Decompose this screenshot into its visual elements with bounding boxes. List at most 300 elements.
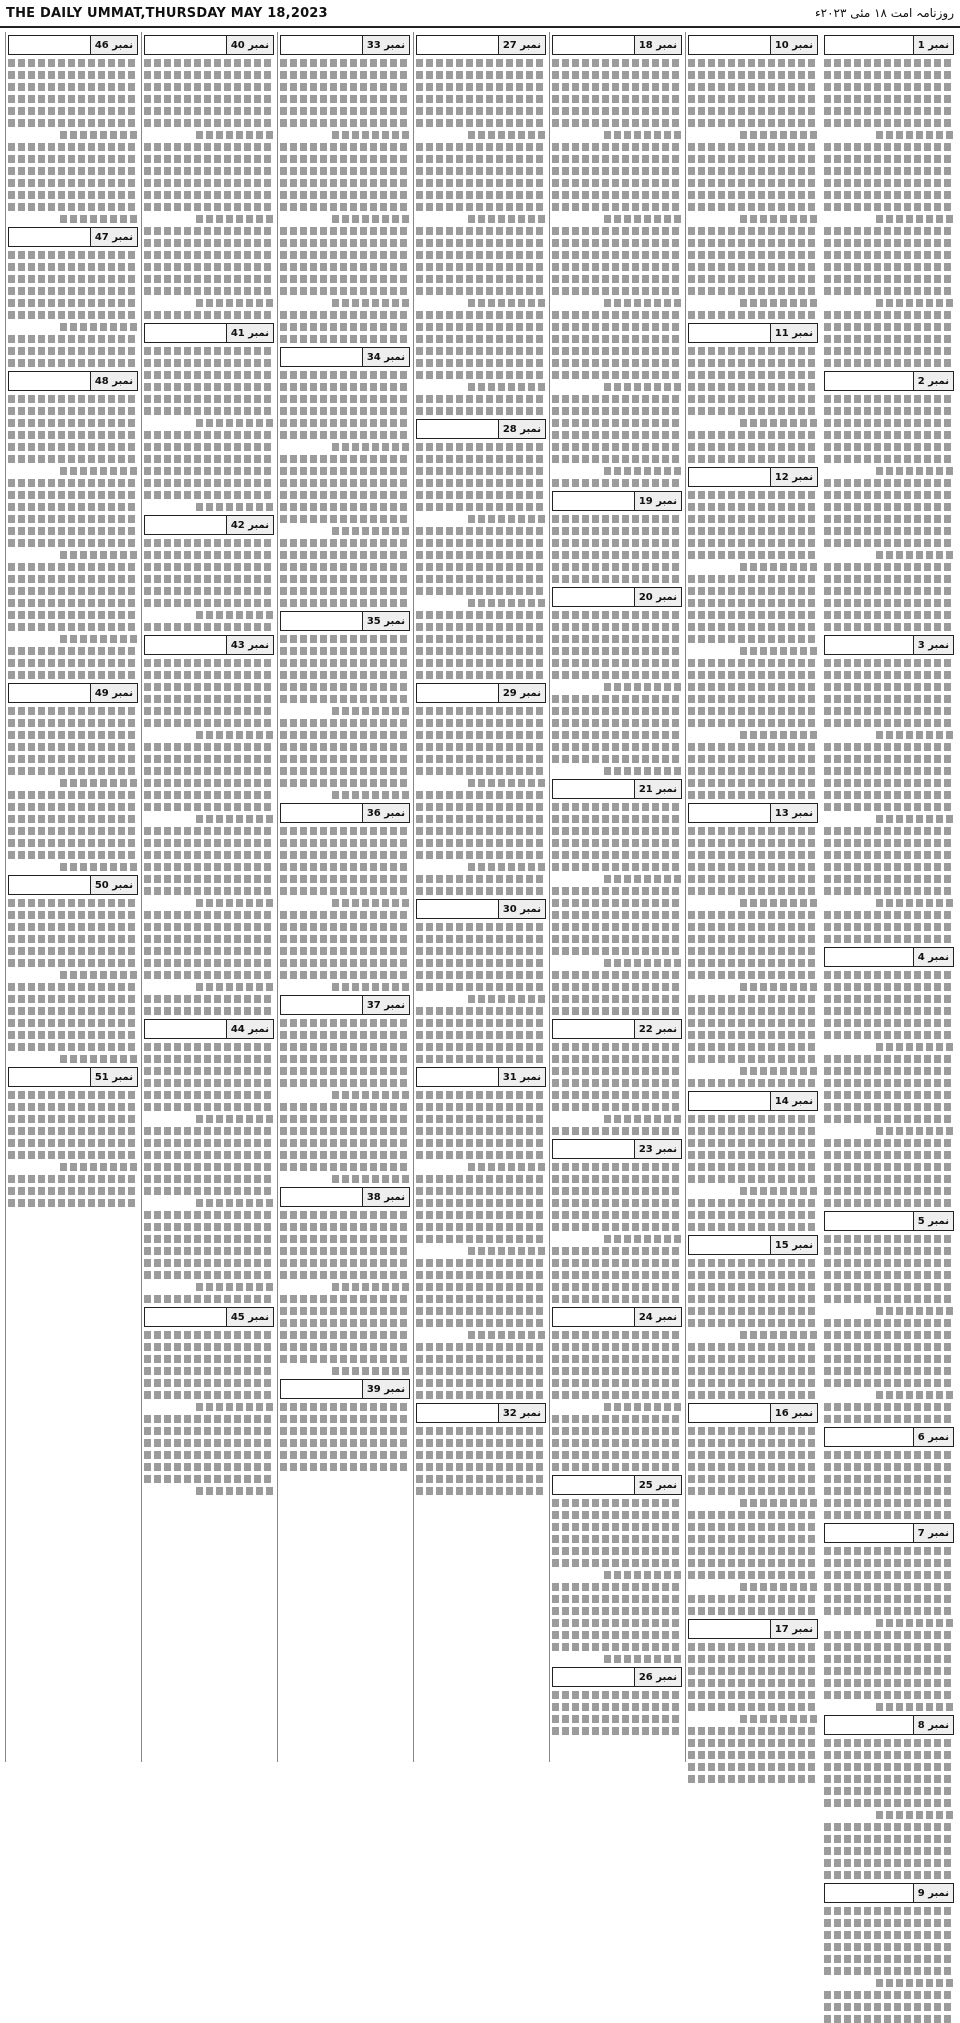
text-line — [416, 1115, 546, 1123]
text-line — [552, 539, 682, 547]
text-line — [416, 971, 546, 979]
text-line — [280, 695, 410, 703]
text-line — [552, 1595, 682, 1603]
text-line — [144, 107, 274, 115]
text-line — [8, 347, 138, 355]
text-line — [688, 71, 818, 79]
text-line — [824, 695, 954, 703]
text-line — [688, 1391, 818, 1399]
text-line — [144, 1103, 274, 1111]
text-line — [824, 515, 954, 523]
text-line — [552, 1343, 682, 1351]
text-line — [688, 443, 818, 451]
item-number: نمبر 38 — [362, 1188, 409, 1206]
text-line — [552, 419, 682, 427]
text-line — [332, 299, 410, 307]
item-header — [552, 1667, 682, 1687]
text-line — [8, 191, 138, 199]
text-line — [332, 899, 410, 907]
text-line — [8, 599, 138, 607]
text-line — [280, 1343, 410, 1351]
news-item-10 — [688, 35, 818, 319]
text-line — [280, 491, 410, 499]
text-line — [688, 1559, 818, 1567]
news-item-30 — [416, 899, 546, 1063]
text-line — [824, 275, 954, 283]
text-line — [8, 899, 138, 907]
text-line — [416, 239, 546, 247]
text-line — [688, 203, 818, 211]
text-line — [280, 1055, 410, 1063]
item-header — [552, 587, 682, 607]
news-item-44 — [144, 1019, 274, 1303]
text-line — [144, 1127, 274, 1135]
text-line — [196, 1487, 274, 1495]
text-line — [8, 815, 138, 823]
text-line — [552, 659, 682, 667]
text-line — [604, 875, 682, 883]
item-number: نمبر 8 — [913, 1716, 953, 1734]
text-line — [416, 407, 546, 415]
text-line — [280, 1103, 410, 1111]
text-line — [552, 1259, 682, 1267]
text-line — [416, 1391, 546, 1399]
text-line — [552, 1583, 682, 1591]
news-item-6 — [824, 1427, 954, 1519]
text-line — [824, 923, 954, 931]
text-line — [196, 131, 274, 139]
text-line — [280, 323, 410, 331]
text-line — [8, 1019, 138, 1027]
text-line — [824, 743, 954, 751]
item-headline-placeholder — [281, 612, 362, 630]
text-line — [196, 983, 274, 991]
text-line — [688, 1751, 818, 1759]
text-line — [688, 1319, 818, 1327]
text-line — [824, 539, 954, 547]
news-item-47 — [8, 227, 138, 367]
item-headline-placeholder — [689, 36, 770, 54]
text-line — [688, 623, 818, 631]
text-line — [740, 131, 818, 139]
text-line — [688, 59, 818, 67]
item-body-text — [688, 1115, 818, 1231]
text-line — [8, 767, 138, 775]
text-line — [416, 1019, 546, 1027]
text-line — [552, 839, 682, 847]
text-line — [824, 107, 954, 115]
text-line — [8, 443, 138, 451]
item-headline-placeholder — [825, 372, 913, 390]
text-line — [280, 911, 410, 919]
text-line — [688, 551, 818, 559]
news-item-32 — [416, 1403, 546, 1495]
text-line — [280, 1427, 410, 1435]
item-number: نمبر 36 — [362, 804, 409, 822]
text-line — [144, 1355, 274, 1363]
item-number: نمبر 31 — [498, 1068, 545, 1086]
text-line — [416, 1367, 546, 1375]
text-line — [552, 755, 682, 763]
text-line — [8, 983, 138, 991]
item-body-text — [688, 491, 818, 799]
text-line — [144, 1007, 274, 1015]
item-number: نمبر 22 — [634, 1020, 681, 1038]
text-line — [688, 491, 818, 499]
text-line — [552, 1691, 682, 1699]
text-line — [824, 347, 954, 355]
text-line — [688, 695, 818, 703]
text-line — [416, 311, 546, 319]
text-line — [552, 971, 682, 979]
text-line — [144, 755, 274, 763]
text-line — [824, 983, 954, 991]
text-line — [740, 1499, 818, 1507]
text-line — [824, 827, 954, 835]
text-line — [688, 1271, 818, 1279]
text-line — [280, 671, 410, 679]
text-line — [416, 1211, 546, 1219]
text-line — [688, 1367, 818, 1375]
text-line — [8, 587, 138, 595]
text-line — [144, 923, 274, 931]
text-line — [688, 107, 818, 115]
text-line — [552, 1331, 682, 1339]
text-line — [552, 1631, 682, 1639]
text-line — [416, 767, 546, 775]
item-body-text — [280, 635, 410, 799]
item-body-text — [552, 59, 682, 487]
text-line — [8, 575, 138, 583]
item-headline-placeholder — [9, 228, 90, 246]
text-line — [824, 167, 954, 175]
text-line — [468, 215, 546, 223]
text-line — [824, 359, 954, 367]
news-item-16 — [688, 1403, 818, 1615]
text-line — [144, 791, 274, 799]
text-line — [552, 923, 682, 931]
news-item-39 — [280, 1379, 410, 1471]
text-line — [416, 575, 546, 583]
text-line — [416, 563, 546, 571]
text-line — [552, 671, 682, 679]
text-line — [824, 1871, 954, 1879]
text-line — [280, 1031, 410, 1039]
text-line — [688, 1667, 818, 1675]
news-item-9 — [824, 1883, 954, 2023]
text-line — [688, 719, 818, 727]
text-line — [8, 791, 138, 799]
text-line — [824, 155, 954, 163]
text-line — [740, 1583, 818, 1591]
text-line — [196, 1283, 274, 1291]
text-line — [280, 1211, 410, 1219]
news-item-29 — [416, 683, 546, 895]
text-line — [552, 455, 682, 463]
text-line — [824, 1463, 954, 1471]
text-line — [144, 1427, 274, 1435]
text-line — [144, 167, 274, 175]
item-headline-placeholder — [417, 684, 498, 702]
text-line — [8, 431, 138, 439]
text-line — [688, 1511, 818, 1519]
news-item-14 — [688, 1091, 818, 1231]
text-line — [8, 299, 138, 307]
item-header — [280, 995, 410, 1015]
text-line — [416, 1031, 546, 1039]
text-line — [824, 527, 954, 535]
text-line — [688, 683, 818, 691]
text-line — [688, 575, 818, 583]
item-body-text — [416, 923, 546, 1063]
news-item-19 — [552, 491, 682, 583]
item-headline-placeholder — [417, 36, 498, 54]
text-line — [824, 803, 954, 811]
text-line — [416, 551, 546, 559]
text-line — [824, 1823, 954, 1831]
text-line — [144, 155, 274, 163]
text-line — [332, 1175, 410, 1183]
text-line — [740, 1331, 818, 1339]
text-line — [144, 347, 274, 355]
news-item-20 — [552, 587, 682, 775]
item-headline-placeholder — [281, 1188, 362, 1206]
text-line — [552, 695, 682, 703]
text-line — [144, 551, 274, 559]
text-line — [688, 587, 818, 595]
text-line — [468, 299, 546, 307]
text-line — [280, 83, 410, 91]
item-number: نمبر 42 — [226, 516, 273, 534]
text-line — [552, 1163, 682, 1171]
text-line — [332, 1091, 410, 1099]
text-line — [552, 827, 682, 835]
text-line — [824, 1799, 954, 1807]
text-line — [60, 1055, 138, 1063]
text-line — [824, 767, 954, 775]
text-line — [8, 1103, 138, 1111]
news-item-42 — [144, 515, 274, 631]
text-line — [688, 311, 818, 319]
text-line — [552, 119, 682, 127]
text-line — [552, 1295, 682, 1303]
text-line — [280, 419, 410, 427]
text-line — [280, 1115, 410, 1123]
text-line — [824, 1607, 954, 1615]
text-line — [280, 1247, 410, 1255]
text-line — [552, 335, 682, 343]
text-line — [688, 767, 818, 775]
text-line — [280, 599, 410, 607]
text-line — [196, 299, 274, 307]
text-line — [280, 155, 410, 163]
text-line — [552, 143, 682, 151]
item-headline-placeholder — [825, 1428, 913, 1446]
text-line — [824, 1139, 954, 1147]
text-line — [688, 671, 818, 679]
text-line — [688, 599, 818, 607]
text-line — [824, 1019, 954, 1027]
item-body-text — [688, 59, 818, 319]
text-line — [688, 359, 818, 367]
text-line — [144, 1475, 274, 1483]
text-line — [552, 1055, 682, 1063]
text-line — [144, 803, 274, 811]
text-line — [60, 551, 138, 559]
text-line — [876, 1307, 954, 1315]
text-line — [876, 815, 954, 823]
item-body-text — [144, 539, 274, 631]
text-line — [332, 131, 410, 139]
news-column-3 — [549, 32, 684, 1762]
text-line — [8, 935, 138, 943]
item-number: نمبر 49 — [90, 684, 137, 702]
text-line — [416, 1343, 546, 1351]
text-line — [416, 155, 546, 163]
text-line — [144, 1259, 274, 1267]
text-line — [280, 851, 410, 859]
text-line — [8, 155, 138, 163]
item-number: نمبر 16 — [770, 1404, 817, 1422]
text-line — [196, 419, 274, 427]
text-line — [552, 1523, 682, 1531]
text-line — [280, 1079, 410, 1087]
text-line — [8, 755, 138, 763]
text-line — [416, 491, 546, 499]
item-body-text — [688, 1259, 818, 1399]
text-line — [824, 1583, 954, 1591]
text-line — [552, 1211, 682, 1219]
text-line — [416, 143, 546, 151]
item-header — [280, 803, 410, 823]
text-line — [552, 1559, 682, 1567]
news-item-11 — [688, 323, 818, 463]
text-line — [824, 587, 954, 595]
item-header — [824, 1715, 954, 1735]
text-line — [8, 455, 138, 463]
item-body-text — [144, 1331, 274, 1495]
item-body-text — [280, 1211, 410, 1375]
text-line — [688, 1547, 818, 1555]
text-line — [416, 839, 546, 847]
text-line — [604, 767, 682, 775]
item-number: نمبر 37 — [362, 996, 409, 1014]
item-body-text — [824, 659, 954, 943]
text-line — [552, 611, 682, 619]
text-line — [552, 623, 682, 631]
item-body-text — [8, 707, 138, 871]
text-line — [332, 707, 410, 715]
item-body-text — [824, 1907, 954, 2023]
item-header — [416, 35, 546, 55]
item-header — [8, 35, 138, 55]
text-line — [280, 935, 410, 943]
item-number: نمبر 28 — [498, 420, 545, 438]
item-body-text — [824, 1451, 954, 1519]
item-number: نمبر 34 — [362, 348, 409, 366]
text-line — [144, 1091, 274, 1099]
text-line — [280, 143, 410, 151]
text-line — [824, 1643, 954, 1651]
text-line — [824, 1667, 954, 1675]
text-line — [688, 1283, 818, 1291]
text-line — [144, 311, 274, 319]
text-line — [280, 71, 410, 79]
text-line — [280, 959, 410, 967]
text-line — [688, 1115, 818, 1123]
text-line — [416, 1487, 546, 1495]
text-line — [144, 83, 274, 91]
text-line — [280, 335, 410, 343]
text-line — [280, 683, 410, 691]
text-line — [144, 947, 274, 955]
text-line — [876, 1619, 954, 1627]
news-item-27 — [416, 35, 546, 415]
text-line — [416, 875, 546, 883]
text-line — [280, 263, 410, 271]
item-body-text — [552, 1163, 682, 1303]
text-line — [8, 611, 138, 619]
text-line — [688, 1139, 818, 1147]
text-line — [688, 863, 818, 871]
item-header — [280, 35, 410, 55]
text-line — [824, 1967, 954, 1975]
text-line — [552, 935, 682, 943]
text-line — [416, 167, 546, 175]
item-header — [824, 947, 954, 967]
item-number: نمبر 23 — [634, 1140, 681, 1158]
item-number: نمبر 46 — [90, 36, 137, 54]
text-line — [60, 215, 138, 223]
text-line — [688, 431, 818, 439]
text-line — [280, 827, 410, 835]
item-header — [552, 779, 682, 799]
item-headline-placeholder — [553, 1020, 634, 1038]
text-line — [416, 323, 546, 331]
item-number: نمبر 17 — [770, 1620, 817, 1638]
item-header — [280, 347, 410, 367]
item-header — [824, 371, 954, 391]
text-line — [688, 1211, 818, 1219]
text-line — [604, 1571, 682, 1579]
text-line — [552, 59, 682, 67]
text-line — [8, 1175, 138, 1183]
text-line — [144, 1139, 274, 1147]
text-line — [468, 1331, 546, 1339]
text-line — [824, 1451, 954, 1459]
text-line — [688, 1727, 818, 1735]
text-line — [688, 1379, 818, 1387]
text-line — [552, 1079, 682, 1087]
text-line — [824, 1931, 954, 1939]
news-item-7 — [824, 1523, 954, 1711]
text-line — [196, 215, 274, 223]
text-line — [280, 203, 410, 211]
text-line — [280, 107, 410, 115]
item-headline-placeholder — [689, 1620, 770, 1638]
item-number: نمبر 7 — [913, 1524, 953, 1542]
text-line — [552, 1283, 682, 1291]
item-number: نمبر 35 — [362, 612, 409, 630]
item-number: نمبر 3 — [913, 636, 953, 654]
item-headline-placeholder — [825, 636, 913, 654]
text-line — [8, 659, 138, 667]
text-line — [144, 1331, 274, 1339]
text-line — [8, 275, 138, 283]
text-line — [876, 551, 954, 559]
text-line — [416, 755, 546, 763]
item-header — [144, 1307, 274, 1327]
